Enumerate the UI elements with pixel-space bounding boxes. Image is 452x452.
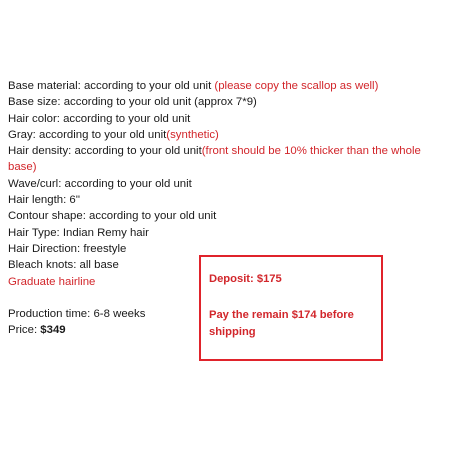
spec-label: Wave/curl: according to your old unit xyxy=(8,177,192,190)
spec-label: Hair length: 6'' xyxy=(8,194,81,207)
spec-label: Hair Direction: freestyle xyxy=(8,242,127,255)
spec-label: Gray: according to your old unit xyxy=(8,128,167,141)
spec-contour-shape xyxy=(8,208,448,224)
spec-gray xyxy=(8,127,448,143)
deposit-text: Deposit: $175 xyxy=(209,273,282,285)
spec-note-continued: base) xyxy=(8,161,37,174)
spec-wave-curl xyxy=(8,176,448,192)
spec-base-size xyxy=(8,94,448,110)
spec-label: Production time: 6-8 weeks xyxy=(8,308,146,321)
spec-hair-density xyxy=(8,143,448,159)
remain-text-line2: shipping xyxy=(209,326,256,338)
spec-hair-type xyxy=(8,225,448,241)
price-label: Price: xyxy=(8,324,41,337)
spec-label: Graduate hairline xyxy=(8,275,96,288)
spec-base-material xyxy=(8,78,448,94)
spec-label: Base size: according to your old unit (approx 7*9) xyxy=(8,96,257,109)
spec-hair-length xyxy=(8,192,448,208)
spec-label: Hair density: according to your old unit xyxy=(8,145,202,158)
spec-label: Base material: according to your old unit xyxy=(8,80,215,92)
spec-label: Contour shape: according to your old unit xyxy=(8,210,217,223)
payment-box xyxy=(199,255,383,361)
spec-note: (front should be 10% thicker than the whole xyxy=(201,145,421,158)
spec-note: (synthetic) xyxy=(166,128,219,141)
remain-text-line1: Pay the remain $174 before xyxy=(209,308,354,321)
spec-hair-color xyxy=(8,111,448,127)
spec-hair-density-cont xyxy=(8,159,448,175)
spec-label: Hair color: according to your old unit xyxy=(8,112,191,125)
spec-note: (please copy the scallop as well) xyxy=(214,80,379,92)
spec-label: Bleach knots: all base xyxy=(8,259,119,272)
price-value: $349 xyxy=(40,324,66,337)
spec-label: Hair Type: Indian Remy hair xyxy=(8,226,149,239)
